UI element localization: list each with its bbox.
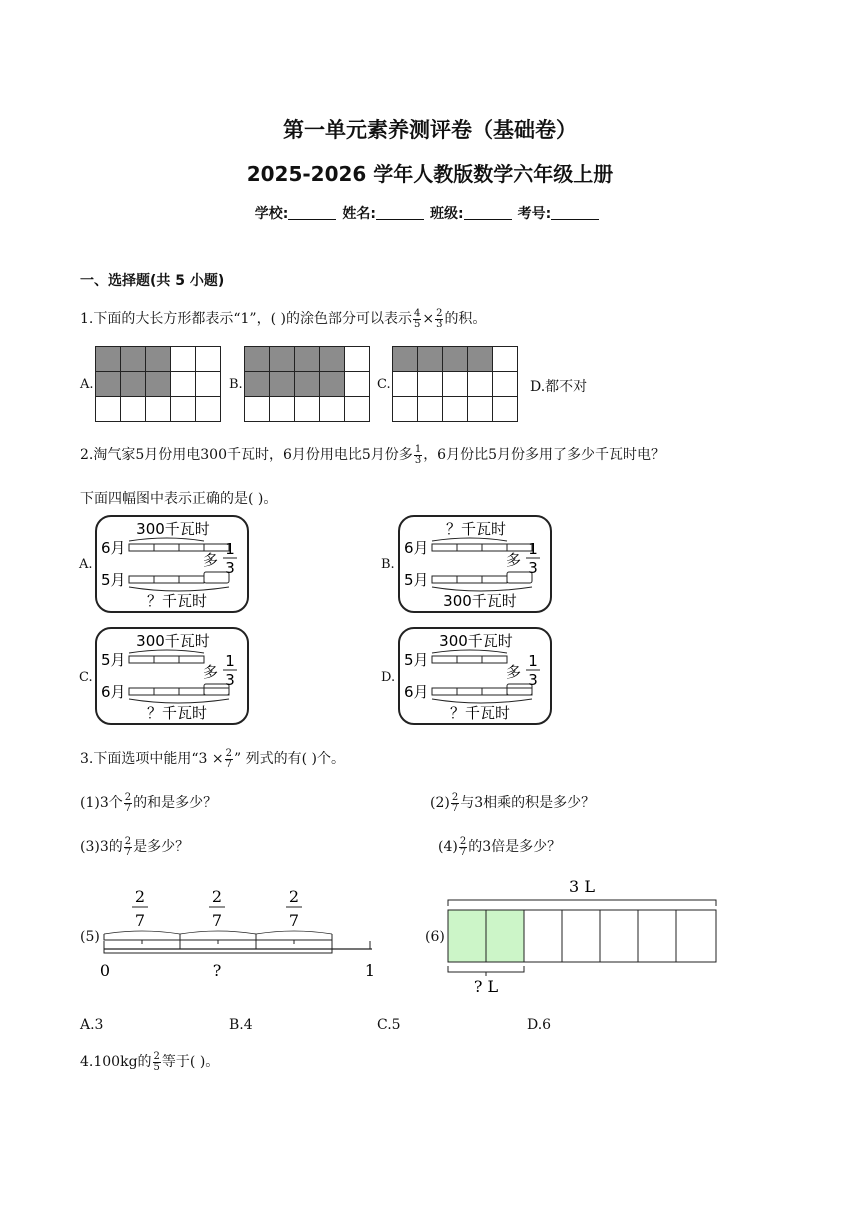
pic-bottom-label: ？千瓦时	[146, 592, 208, 610]
q2-fraction	[414, 445, 422, 466]
q3-option-d[interactable]: D.6	[527, 1017, 552, 1033]
q3-fig5-number-line	[100, 882, 380, 982]
q3-option-a[interactable]: A.3	[80, 1017, 104, 1033]
pic-top-label: 300千瓦时	[136, 520, 210, 538]
q2-option-c-label[interactable]: C.	[79, 670, 93, 685]
pic-bottom-label: 300千瓦时	[443, 592, 517, 610]
q3-item-1-pre: (1)3个	[80, 795, 123, 811]
fig5-frac-den-2: 7	[211, 911, 223, 930]
question-2-prompt: 下面四幅图中表示正确的是( )。	[80, 491, 278, 507]
q1-f2-denominator: 3	[436, 318, 443, 330]
q3-fig6-bar	[446, 876, 722, 998]
q3-item-4	[438, 836, 561, 858]
pic-row2-label: 6月	[101, 683, 126, 701]
q2-option-b-label[interactable]: B.	[381, 557, 395, 572]
pic-row1-label: 5月	[101, 651, 126, 669]
q1-fraction-2	[435, 309, 443, 330]
q3-f-numerator: 2	[225, 747, 232, 759]
q3-item-2	[430, 792, 595, 814]
q3-pre: 3.下面选项中能用“3 ×	[80, 751, 224, 767]
q3-item-2-fraction	[451, 793, 459, 814]
q1-pre: 1.下面的大长方形都表示“1”，( )的涂色部分可以表示	[80, 311, 412, 327]
school-label: 学校:	[254, 206, 289, 222]
q3-item-2-den: 7	[451, 802, 459, 814]
school-blank[interactable]	[288, 205, 336, 220]
q3-item-4-post: 的3倍是多少？	[468, 839, 562, 855]
q4-f-denominator: 5	[153, 1061, 160, 1073]
exam-no-label: 考号:	[517, 206, 552, 222]
q3-option-c[interactable]: C.5	[377, 1017, 401, 1033]
pic-frac-num: 1	[528, 652, 538, 670]
q1-f1-numerator: 4	[413, 307, 421, 319]
pic-row1-label: 6月	[101, 539, 126, 557]
class-label: 班级:	[430, 206, 464, 222]
q2-picture-d[interactable]	[398, 627, 552, 725]
fig5-zero: 0	[100, 961, 111, 980]
q3-item-3-num: 2	[124, 835, 132, 847]
pic-top-label: 300千瓦时	[136, 632, 210, 650]
pic-top-label: 300千瓦时	[439, 632, 513, 650]
q2-pic-a-drawing	[97, 517, 247, 611]
pic-frac-num: 1	[528, 540, 538, 558]
q3-item-4-num: 2	[459, 835, 467, 847]
pic-frac-den: 3	[225, 559, 235, 577]
q3-item-1-fraction	[124, 793, 132, 814]
q1-option-d[interactable]: D.都不对	[530, 379, 588, 395]
q2-pic-b-drawing	[400, 517, 550, 611]
question-4-text	[80, 1051, 219, 1073]
pic-bottom-label: ？千瓦时	[449, 704, 511, 722]
pic-row1-label: 5月	[404, 651, 429, 669]
q3-item-2-num: 2	[451, 791, 459, 803]
q1-times: ×	[422, 311, 435, 327]
pic-bar	[432, 576, 507, 583]
fig5-frac-den-1: 7	[134, 911, 146, 930]
q2-option-a-label[interactable]: A.	[79, 557, 93, 572]
q3-option-b[interactable]: B.4	[229, 1017, 253, 1033]
q1-fraction-1	[413, 309, 421, 330]
q1-option-b-label[interactable]: B.	[229, 377, 243, 392]
q3-item-3-den: 7	[124, 846, 132, 858]
q1-grid-c[interactable]	[392, 346, 518, 422]
q2-option-d-label[interactable]: D.	[381, 670, 396, 685]
q3-item-1-num: 2	[124, 791, 132, 803]
q3-item-1-post: 的和是多少？	[133, 795, 218, 811]
q1-option-c-label[interactable]: C.	[377, 377, 391, 392]
q3-fig6-label: (6)	[425, 929, 445, 945]
q3-item-4-fraction	[459, 837, 467, 858]
pic-more-label: 多	[506, 551, 522, 569]
fig5-frac-den-3: 7	[288, 911, 300, 930]
q3-fraction	[225, 749, 233, 770]
fig5-frac-num-2: 2	[211, 887, 223, 906]
fig6-bottom-label: ? L	[473, 977, 499, 996]
pic-row2-label: 5月	[404, 571, 429, 589]
q3-item-3-pre: (3)3的	[80, 839, 123, 855]
q3-item-1-den: 7	[124, 802, 132, 814]
q3-post: ” 列式的有( )个。	[233, 751, 345, 767]
pic-top-label: ？千瓦时	[445, 520, 507, 538]
fig5-question: ?	[212, 961, 222, 980]
q3-item-1	[80, 792, 217, 814]
q4-fraction	[153, 1052, 161, 1073]
q4-post: 等于( )。	[161, 1054, 220, 1070]
name-label: 姓名:	[342, 206, 376, 222]
question-2-text	[80, 444, 665, 466]
pic-bottom-brace	[432, 699, 532, 703]
pic-more-label: 多	[203, 663, 219, 681]
pic-frac-den: 3	[225, 671, 235, 689]
q4-f-numerator: 2	[153, 1050, 160, 1062]
name-blank[interactable]	[376, 205, 424, 220]
q1-post: 的积。	[444, 311, 487, 327]
q3-item-3-post: 是多少？	[133, 839, 190, 855]
pic-bar	[129, 656, 204, 663]
pic-row2-label: 6月	[404, 683, 429, 701]
q2-pic-c-drawing	[97, 629, 247, 723]
pic-bottom-brace	[432, 587, 532, 591]
page-subtitle: 2025-2026 学年人教版数学六年级上册	[246, 162, 614, 186]
q2-picture-c[interactable]	[95, 627, 249, 725]
exam-no-blank[interactable]	[551, 205, 599, 220]
q2-post: ，6月份比5月份多用了多少千瓦时电？	[423, 447, 666, 463]
pic-more-label: 多	[203, 551, 219, 569]
pic-top-brace	[129, 650, 204, 653]
fig5-one: 1	[364, 961, 376, 980]
pic-top-brace	[432, 538, 507, 541]
class-blank[interactable]	[464, 205, 512, 220]
q1-grid-a[interactable]	[95, 346, 221, 422]
q2-f-numerator: 1	[414, 443, 422, 455]
q2-picture-a[interactable]	[95, 515, 249, 613]
fig6-top-label: 3 L	[569, 877, 595, 896]
q2-pic-d-drawing	[400, 629, 550, 723]
q3-item-4-pre: (4)	[438, 839, 458, 855]
q2-pre: 2.淘气家5月份用电300千瓦时，6月份用电比5月份多	[80, 447, 413, 463]
page-title: 第一单元素养测评卷（基础卷）	[283, 118, 577, 142]
q3-item-3-fraction	[124, 837, 132, 858]
q3-item-4-den: 7	[459, 846, 467, 858]
question-3-text	[80, 748, 345, 770]
q1-f1-denominator: 5	[413, 318, 421, 330]
pic-bottom-brace	[129, 587, 229, 591]
q3-item-2-pre: (2)	[430, 795, 450, 811]
q3-fig5-label: (5)	[80, 929, 100, 945]
pic-top-brace	[432, 650, 507, 653]
pic-row1-label: 6月	[404, 539, 429, 557]
pic-bottom-brace	[129, 699, 229, 703]
q1-f2-numerator: 2	[436, 307, 443, 319]
q3-item-2-post: 与3相乘的积是多少？	[460, 795, 596, 811]
pic-frac-num: 1	[225, 652, 235, 670]
pic-more-label: 多	[506, 663, 522, 681]
question-1-text	[80, 308, 486, 330]
q2-f-denominator: 3	[414, 454, 422, 466]
pic-frac-den: 3	[528, 671, 538, 689]
pic-frac-num: 1	[225, 540, 235, 558]
pic-frac-den: 3	[528, 559, 538, 577]
q3-f-denominator: 7	[225, 758, 232, 770]
q4-pre: 4.100kg的	[80, 1054, 152, 1070]
fig5-frac-num-3: 2	[288, 887, 300, 906]
pic-row2-label: 5月	[101, 571, 126, 589]
q1-option-a-label[interactable]: A.	[80, 377, 94, 392]
section-heading: 一、选择题(共 5 小题)	[80, 273, 225, 289]
q3-item-3	[80, 836, 189, 858]
pic-bottom-label: ？千瓦时	[146, 704, 208, 722]
q2-picture-b[interactable]	[398, 515, 552, 613]
q1-grid-b[interactable]	[244, 346, 370, 422]
pic-top-brace	[129, 538, 204, 541]
pic-bar	[129, 576, 204, 583]
student-info-line	[0, 203, 860, 223]
pic-bar	[432, 656, 507, 663]
fig5-frac-num-1: 2	[134, 887, 146, 906]
